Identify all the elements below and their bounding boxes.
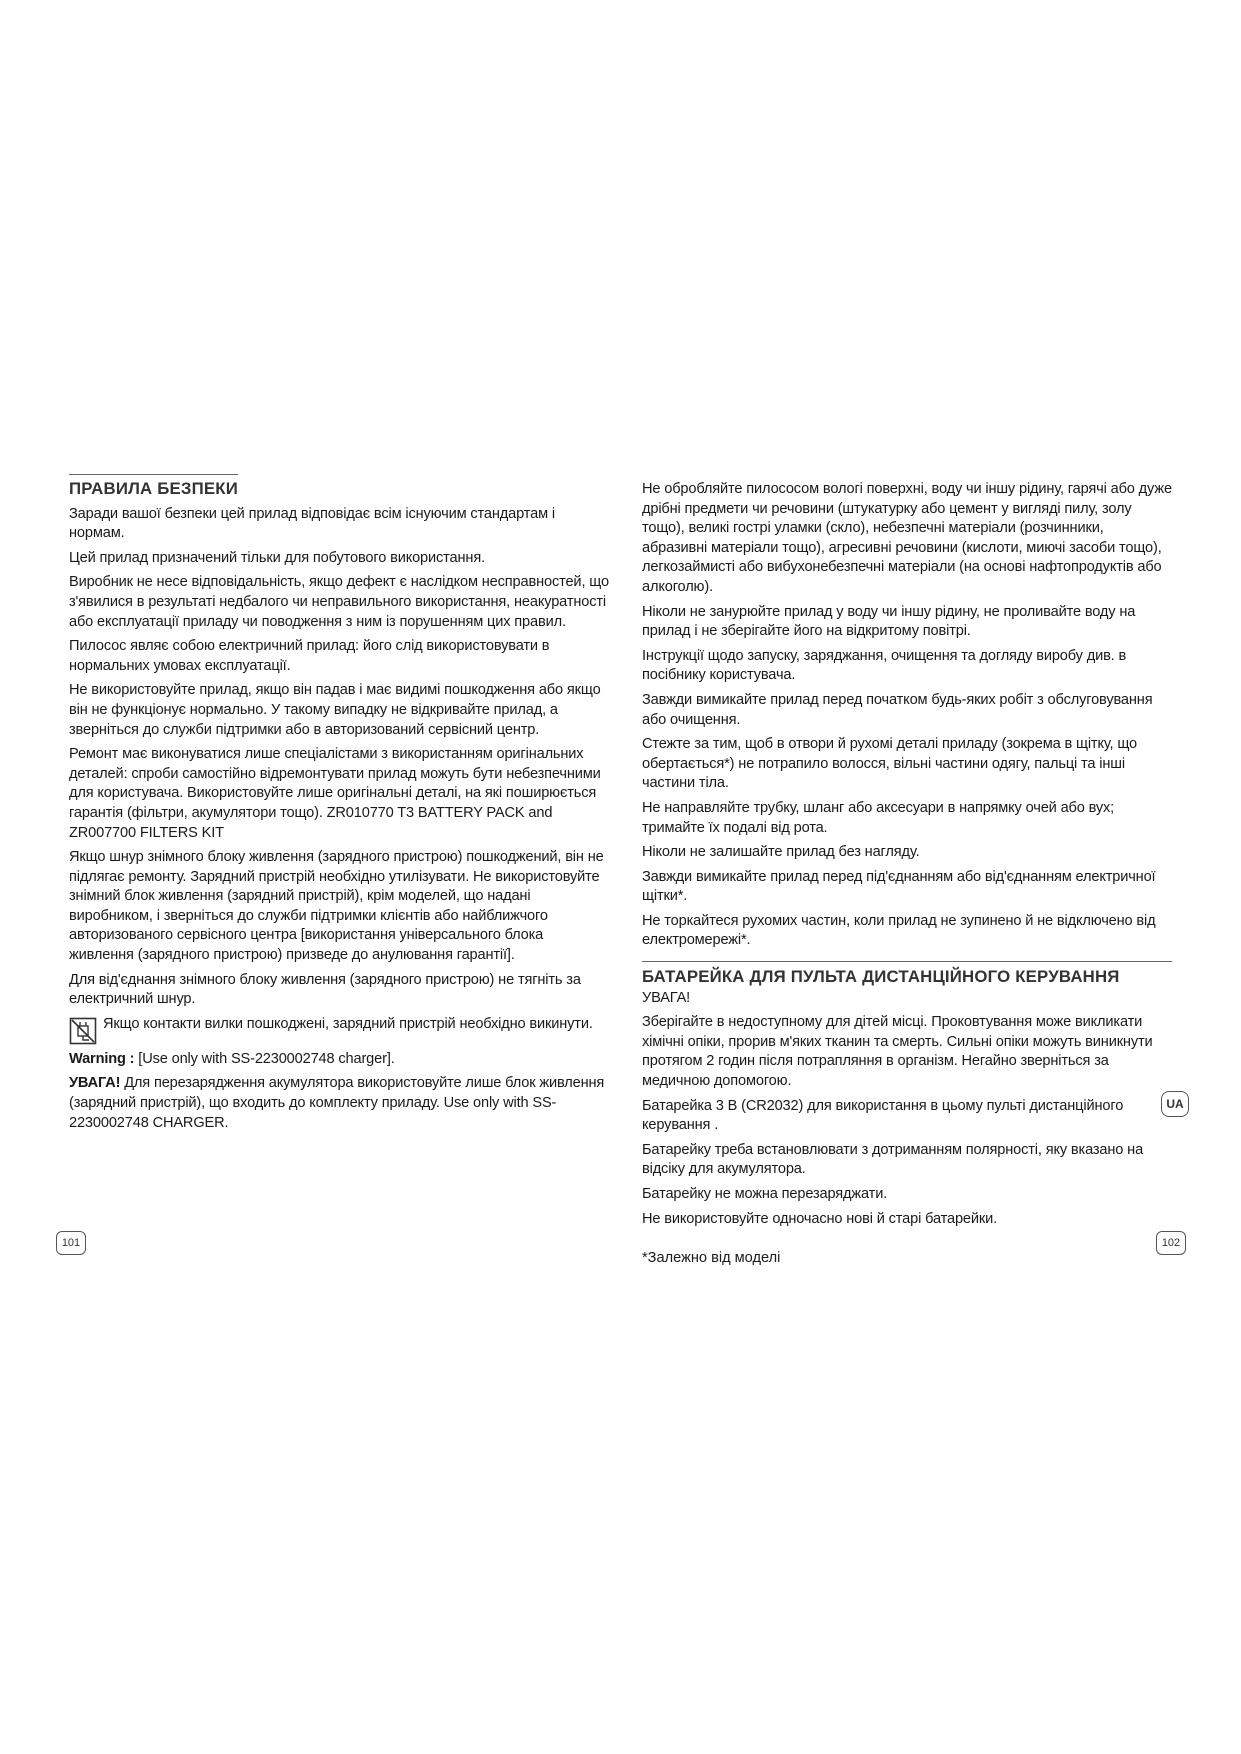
section-heading-battery: БАТАРЕЙКА ДЛЯ ПУЛЬТА ДИСТАНЦІЙНОГО КЕРУВАННЯ [642, 961, 1172, 987]
paragraph: Інструкції щодо запуску, заряджання, очищення та догляду виробу див. в посібнику користувача. [642, 647, 1127, 684]
paragraph: Для від'єднання знімного блоку живлення (зарядного пристрою) не тягніть за електричний шнур. [69, 971, 581, 1008]
paragraph: Цей прилад призначений тільки для побутового використання. [69, 549, 485, 566]
warning-paragraph [69, 1050, 609, 1070]
uvaga-text: Для перезарядження акумулятора використовуйте лише блок живлення (зарядний пристрій), що входить до комплекту приладу. Use only with SS-2230002748 CHARGER. [69, 1075, 605, 1131]
paragraph: Завжди вимикайте прилад перед початком будь-яких робіт з обслуговування або очищення. [642, 691, 1153, 728]
language-badge: UA [1161, 1091, 1189, 1117]
warning-text: [Use only with SS-2230002748 charger]. [134, 1050, 395, 1067]
paragraph: Заради вашої безпеки цей прилад відповідає всім існуючим стандартам і нормам. [69, 505, 555, 542]
paragraph: Пилосос являє собою електричний прилад: його слід використовувати в нормальних умовах експлуатації. [69, 638, 550, 674]
paragraph: Не використовуйте прилад, якщо він падав і має видимі пошкодження або якщо він не функціонує нормально. У такому випадку не відкривайте прилад, а зверніться до служби підтримки або в авторизований сервісний центр. [69, 682, 601, 738]
paragraph: Не використовуйте одночасно нові й старі батарейки. [642, 1210, 998, 1227]
paragraph: Батарейку не можна перезаряджати. [642, 1186, 888, 1202]
paragraph: Батарейку треба встановлювати з дотриманням полярності, яку вказано на відсіку для акумулятора. [642, 1141, 1144, 1178]
paragraph: Завжди вимикайте прилад перед під'єднанням або від'єднанням електричної щітки*. [642, 868, 1156, 905]
paragraph: УВАГА! [642, 989, 691, 1006]
footnote: *Залежно від моделі [642, 1250, 781, 1266]
paragraph: Зберігайте в недоступному для дітей місці. Проковтування може викликати хімічні опіки, прорив м'яких тканин та смерть. Сильні опіки можуть виникнути протягом 2 годин після потрапляння в організм. Негайно зверніться за медичною допомогою. [642, 1014, 1153, 1090]
paragraph: Виробник не несе відповідальність, якщо дефект є наслідком несправностей, що з'явилися в результаті недбалого чи неправильного використання, неакуратності або експлуатації приладу чи поводження з ним із порушенням цих правил. [69, 574, 609, 630]
damaged-plug-note [69, 1015, 609, 1045]
left-column [69, 474, 609, 1138]
uvaga-paragraph [69, 1074, 609, 1133]
warning-label: Warning : [69, 1050, 135, 1067]
damaged-plug-text: Якщо контакти вилки пошкоджені, зарядний пристрій необхідно викинути. [103, 1015, 593, 1032]
paragraph: Ніколи не занурюйте прилад у воду чи іншу рідину, не проливайте воду на прилад і не зберігайте його на відкритому повітрі. [642, 603, 1136, 640]
paragraph: Якщо шнур знімного блоку живлення (зарядного пристрою) пошкоджений, він не підлягає ремонту. Зарядний пристрій необхідно утилізувати. Не використовуйте знімний блок живлення (зарядний пристрій), крім моделей, що надані виробником, і зверніться до служби підтримки клієнтів або найближчого авторизованого сервісного центра [використання універсального блока живлення (зарядного пристрою) призведе до анулювання гарантії]. [69, 849, 604, 964]
right-column [642, 480, 1172, 1234]
paragraph: Не направляйте трубку, шланг або аксесуари в напрямку очей або вух; тримайте їх подалі від рота. [642, 799, 1115, 836]
paragraph: Ремонт має виконуватися лише спеціалістами з використанням оригінальних деталей: спроби самостійно відремонтувати прилад можуть бути небезпечними для користувача. Використовуйте лише оригінальні деталі, на які поширюється гарантія (фільтри, акумулятори тощо). ZR010770 T3 BATTERY PACK and ZR007700 FILTERS KIT [69, 746, 601, 841]
page-number-left: 101 [56, 1231, 86, 1255]
paragraph: Стежте за тим, щоб в отвори й рухомі деталі приладу (зокрема в щітку, що обертається*) не потрапило волосся, вільні частини одягу, пальці та інші частини тіла. [642, 736, 1138, 792]
paragraph: Батарейка 3 В (CR2032) для використання в цьому пульті дистанційного керування . [642, 1097, 1124, 1134]
uvaga-label: УВАГА! [69, 1075, 121, 1092]
paragraph: Не торкайтеся рухомих частин, коли прилад не зупинено й не відключено від електромережі*. [642, 912, 1156, 949]
damaged-plug-icon [69, 1017, 97, 1045]
paragraph: Ніколи не залишайте прилад без нагляду. [642, 844, 920, 861]
paragraph: Не обробляйте пилососом вологі поверхні, воду чи іншу рідину, гарячі або дуже дрібні предмети чи речовини (штукатурку або цемент у вигляді пилу, золу тощо), великі гострі уламки (скло), небезпечні матеріали (розчинники, абразивні матеріали тощо), агресивні речовини (кислоти, миючі засоби тощо), легкозаймисті або вибухонебезпечні матеріали (на основі нафтопродуктів або алкоголю). [642, 481, 1172, 595]
page-number-right: 102 [1156, 1231, 1186, 1255]
section-heading-safety: ПРАВИЛА БЕЗПЕКИ [69, 474, 238, 499]
